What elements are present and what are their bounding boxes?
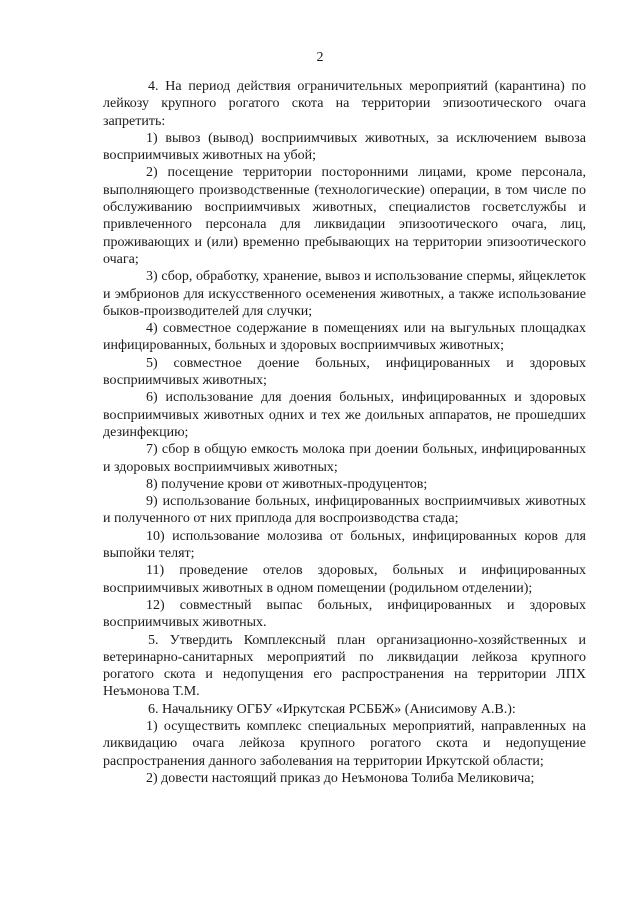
paragraph-item-4: 4. На период действия ограничительных мероприятий (карантина) по лейкозу крупного рогатого скота на территории эпизоотического очага запретить: — [103, 79, 586, 129]
paragraph-subitem-1: 1) вывоз (вывод) восприимчивых животных, за исключением вывоза восприимчивых животных на убой; — [103, 130, 586, 164]
paragraph-subitem-7: 7) сбор в общую емкость молока при доении больных, инфицированных и здоровых восприимчивых животных; — [103, 442, 586, 475]
page-number: 2 — [316, 50, 324, 65]
paragraph-item-6: 6. Начальнику ОГБУ «Иркутская РСББЖ» (Анисимову А.В.): — [148, 701, 516, 717]
document-body — [103, 78, 586, 787]
paragraph-subitem-5: 5) совместное доение больных, инфицированных и здоровых восприимчивых животных; — [103, 355, 586, 389]
paragraph-subitem-12: 12) совместный выпас больных, инфицированных и здоровых восприимчивых животных. — [103, 597, 586, 631]
paragraph-subitem-9: 9) использование больных, инфицированных восприимчивых животных и полученного от них приплода для воспроизводства стада; — [103, 494, 586, 527]
paragraph-subitem-3: 3) сбор, обработку, хранение, вывоз и использование спермы, яйцеклеток и эмбрионов для искусственного осеменения животных, а также использование быков-производителей для случки; — [103, 269, 586, 319]
paragraph-subitem-2: 2) посещение территории посторонними лицами, кроме персонала, выполняющего производственные (технологические) операции, в том числе по обслуживанию восприимчивых животных, специалистов госветслужбы и привлеченного персонала для ликвидации эпизоотического очага, лиц, проживающих и (или) временно пребывающих на территории эпизоотического очага; — [103, 165, 586, 267]
paragraph-item-6-sub-1: 1) осуществить комплекс специальных мероприятий, направленных на ликвидацию очага лейкоза крупного рогатого скота и недопущение распространения данного заболевания на территории Иркутской области; — [103, 718, 586, 769]
paragraph-item-5: 5. Утвердить Комплексный план организационно-хозяйственных и ветеринарно-санитарных мероприятий по ликвидации лейкоза крупного рогатого скота и недопущения его распространения на территории ЛПХ Неъмонова Т.М. — [103, 632, 586, 700]
paragraph-subitem-4: 4) совместное содержание в помещениях или на выгульных площадках инфицированных, больных и здоровых восприимчивых животных; — [103, 321, 586, 354]
paragraph-subitem-11: 11) проведение отелов здоровых, больных и инфицированных восприимчивых животных в одном помещении (родильном отделении); — [103, 563, 586, 596]
paragraph-subitem-10: 10) использование молозива от больных, инфицированных коров для выпойки телят; — [103, 528, 586, 562]
paragraph-item-6-sub-2: 2) довести настоящий приказ до Неъмонова Толиба Меликовича; — [146, 770, 535, 786]
paragraph-subitem-6: 6) использование для доения больных, инфицированных и здоровых восприимчивых животных одних и тех же доильных аппаратов, не прошедших дезинфекцию; — [103, 390, 586, 440]
paragraph-subitem-8: 8) получение крови от животных-продуцентов; — [146, 476, 428, 492]
